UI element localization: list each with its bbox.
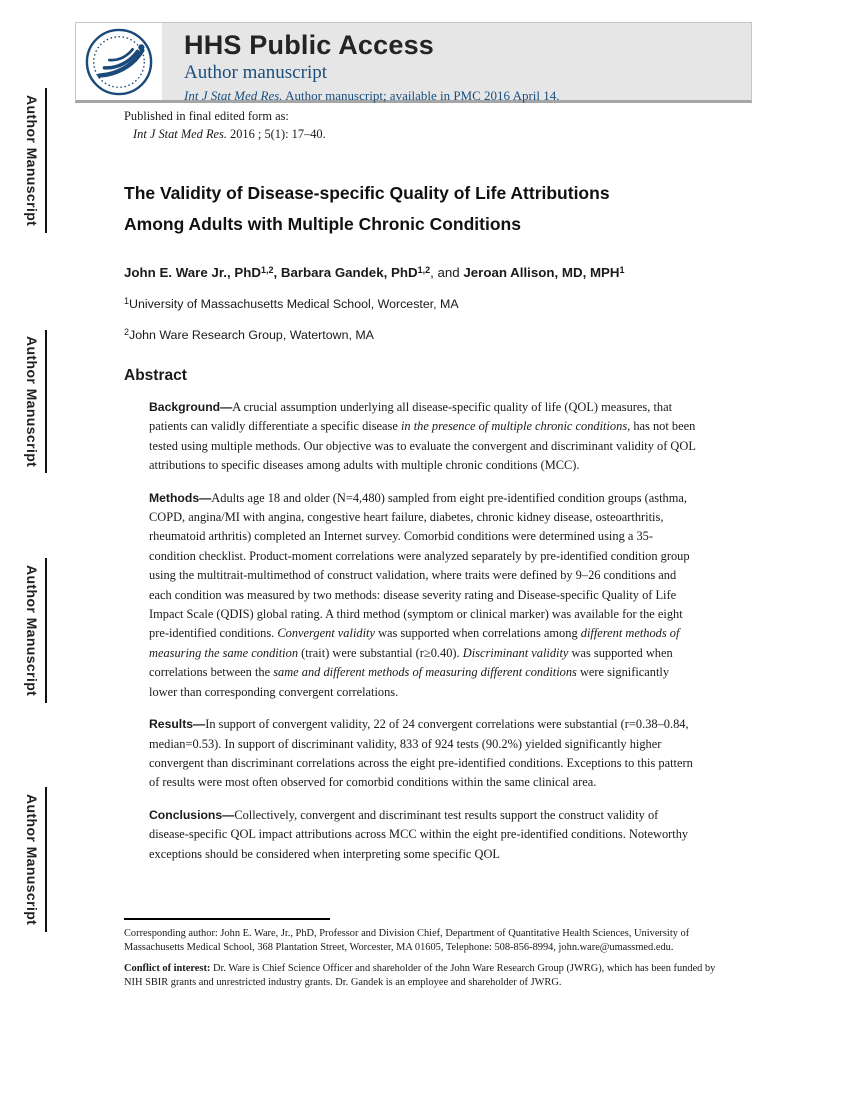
sidebar-strip	[22, 558, 47, 703]
sidebar-rule	[45, 88, 47, 233]
sidebar-rule	[45, 330, 47, 473]
conflict-of-interest-note: Conflict of interest: Dr. Ware is Chief Science Officer and shareholder of the John Ware Research Group (JWRG), which has been funded by NIH SBIR grants and unrestricted industry grants. Dr. Gandek is an employee and shareholder of JWRG.	[124, 963, 716, 989]
article-content	[124, 108, 728, 864]
footnote-area	[124, 918, 728, 998]
banner-citation: Int J Stat Med Res. Author manuscript; available in PMC 2016 April 14.	[184, 88, 560, 103]
hhs-banner	[75, 22, 752, 103]
affiliation: $^2$John Ware Research Group, Watertown, MA	[124, 327, 374, 342]
sidebar-strip	[22, 88, 47, 233]
banner-title: HHS Public Access	[184, 30, 434, 60]
sidebar-rule	[45, 787, 47, 932]
corresponding-author-note: Corresponding author: John E. Ware, Jr., PhD, Professor and Division Chief, Department of Quantitative Health Sciences, University of Massachusetts Medical School, 368 Plantation Street, Worcester, MA 01605, Telephone: 508-856-8994, john.ware@umassmed.edu.	[124, 928, 690, 953]
author-manuscript-watermark: Author Manuscript	[24, 564, 40, 697]
author-manuscript-watermark: Author Manuscript	[24, 94, 40, 227]
author-manuscript-watermark: Author Manuscript	[24, 335, 40, 468]
journal-reference: Int J Stat Med Res. 2016 ; 5(1): 17–40.	[133, 127, 326, 141]
abstract-paragraph-results: Results—In support of convergent validity, 22 of 24 convergent correlations were substantial (r=0.38–0.84, median=0.53). In support of discriminant validity, 833 of 924 tests (90.2%) yielded significantly higher convergent than discriminant correlations across the eight pre-identified conditions. Exceptions to this pattern of results were most often observed for comorbid conditions within the same clinical area.	[149, 717, 693, 790]
sidebar-rule	[45, 558, 47, 703]
abstract-heading: Abstract	[124, 367, 187, 384]
banner-subtitle: Author manuscript	[184, 62, 328, 83]
published-line: Published in final edited form as:	[124, 109, 289, 123]
article-title	[124, 178, 728, 240]
abstract-paragraph-background: Background—A crucial assumption underlying all disease-specific quality of life (QOL) measures, that patients can validly differentiate a specific disease in the presence of multiple chronic conditions, has not been tested using multiple methods. Our objective was to evaluate the convergent and discriminant validity of QOL attributions to specific diseases among adults with multiple chronic conditions (MCC).	[149, 400, 696, 473]
sidebar-strip	[22, 330, 47, 473]
article-title-line: Among Adults with Multiple Chronic Conditions	[124, 214, 521, 234]
hhs-eagle-icon	[84, 27, 154, 97]
sidebar-strip	[22, 787, 47, 932]
hhs-logo	[76, 23, 162, 100]
banner-text	[162, 23, 560, 103]
article-title-line: The Validity of Disease-specific Quality of Life Attributions	[124, 183, 610, 203]
abstract-paragraph-conclusions: Conclusions—Collectively, convergent and discriminant test results support the construct validity of disease-specific QOL impact attributions across MCC within the eight pre-identified conditions. Noteworthy exceptions should be considered when interpreting some specific QOL	[149, 807, 689, 861]
abstract-paragraph-methods: Methods—Adults age 18 and older (N=4,480) sampled from eight pre-identified condition groups (asthma, COPD, angina/MI with angina, congestive heart failure, diabetes, chronic kidney disease, osteoarthritis, rheumatoid arthritis) completed an Internet survey. Comorbid conditions were determined using a 35-condition checklist. Product-moment correlations were analyzed separately by pre-identified condition group using the multitrait-multimethod of construct validation, where traits were defined by 9–26 conditions and each condition was measured by two methods: disease severity rating and Disease-specific Quality of Life Impact Scale (QDIS) global rating. A third method (symptom or clinical marker) was available for the eight pre-identified conditions. Convergent validity was supported when correlations among different methods of measuring the same condition (trait) were substantial (r≥0.40). Discriminant validity was supported when correlations between the same and different methods of measuring different conditions were significantly lower than corresponding convergent correlations.	[149, 490, 690, 699]
author-manuscript-watermark: Author Manuscript	[24, 793, 40, 926]
affiliation: $^1$University of Massachusetts Medical School, Worcester, MA	[124, 296, 459, 311]
footnote-rule	[124, 918, 330, 920]
author-list: John E. Ware Jr., PhD$^{1,2}$, Barbara Gandek, PhD$^{1,2}$, and Jeroan Allison, MD, MPH$^1$	[124, 265, 625, 280]
